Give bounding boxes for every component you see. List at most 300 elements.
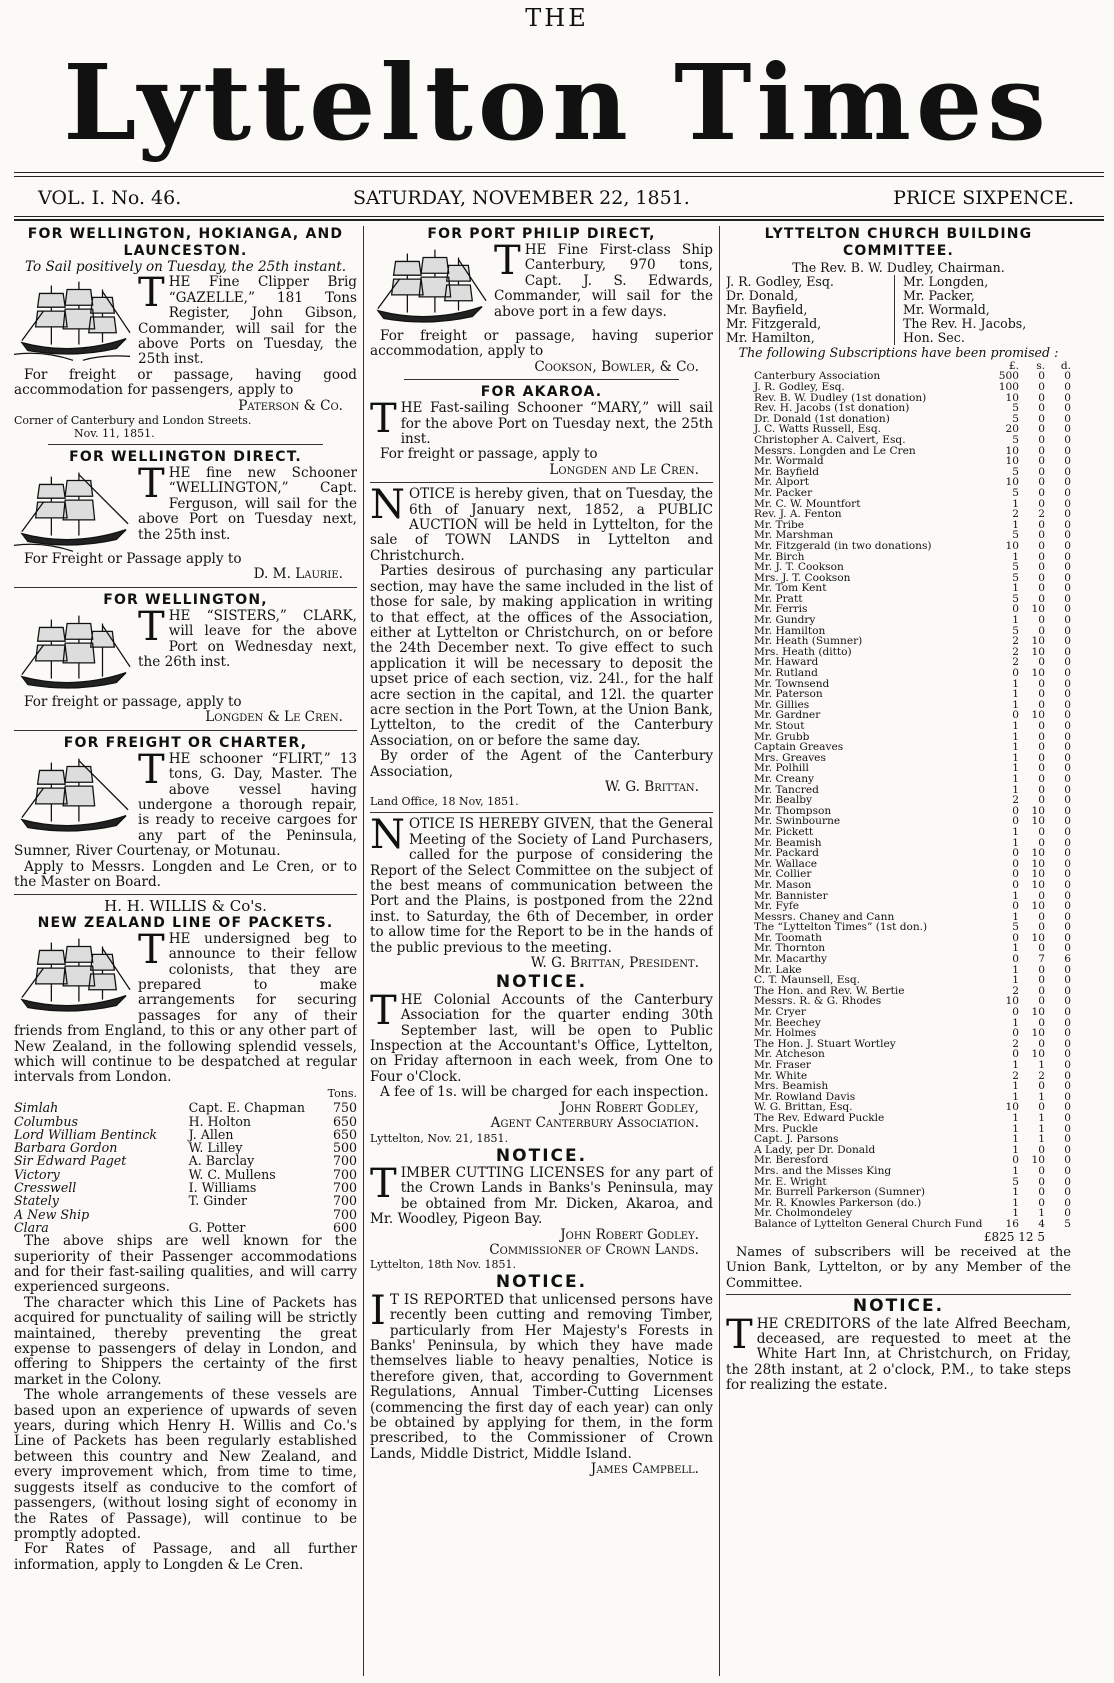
ship-tons: 700 — [332, 1153, 357, 1169]
committee-members — [726, 275, 1071, 345]
amount-shillings: 10 — [1031, 1027, 1045, 1040]
amount-pence: 0 — [1064, 720, 1071, 732]
subscriber-name: Mr. Wormald — [754, 455, 824, 468]
amount-pounds: 1 — [1012, 518, 1019, 531]
amount-pounds: 1 — [1012, 1059, 1019, 1071]
amount-pounds: 5 — [1012, 592, 1019, 605]
amount-pence: 0 — [1064, 974, 1071, 987]
subscriber-name: Mr. Bayfield — [754, 465, 820, 478]
ship-name: Stately — [14, 1193, 59, 1209]
drop-cap: T — [138, 461, 165, 508]
amount-shillings: 0 — [1038, 497, 1045, 510]
amount-pounds: 16 — [1005, 1217, 1019, 1230]
amount-pounds: 2 — [1012, 635, 1019, 648]
amount-pence: 0 — [1064, 1080, 1071, 1093]
ad-subheading: To Sail positively on Tuesday, the 25th instant. — [24, 259, 347, 275]
amount-pounds: 2 — [1012, 1069, 1019, 1082]
amount-pence: 0 — [1064, 412, 1071, 425]
ad-signature: John Robert Godley, — [560, 1099, 699, 1116]
masthead-title: Lyttelton Times — [63, 41, 1051, 164]
amount-shillings: 0 — [1038, 751, 1045, 764]
subscriber-name: Mr. Fitzgerald (in two donations) — [754, 539, 932, 552]
amount-shillings: 0 — [1038, 571, 1045, 584]
amount-pence: 0 — [1064, 1069, 1071, 1082]
ship-tons: 700 — [332, 1180, 357, 1195]
subscriber-name: Dr. Donald (1st donation) — [754, 412, 890, 425]
amount-pence: 0 — [1064, 391, 1071, 404]
subscriber-name: Rev. H. Jacobs (1st donation) — [754, 402, 910, 415]
amount-pounds: 5 — [1012, 486, 1019, 499]
drop-cap: T — [138, 926, 165, 973]
ship-name: Sir Edward Paget — [14, 1153, 127, 1169]
amount-pounds: 1 — [1012, 720, 1019, 732]
amount-shillings: 10 — [1031, 709, 1045, 722]
subscription-row — [726, 1113, 1071, 1124]
ship-tons: 650 — [332, 1126, 357, 1142]
ship-row — [14, 1115, 357, 1128]
amount-shillings: 0 — [1038, 1164, 1045, 1177]
amount-pounds: 10 — [1005, 391, 1019, 404]
ad-heading: FOR WELLINGTON, HOKIANGA, AND — [27, 226, 344, 242]
volume-number: VOL. I. No. 46. — [38, 187, 182, 209]
amount-pence: 0 — [1064, 539, 1071, 552]
subscriber-name: Mr. Beresford — [754, 1154, 829, 1167]
subscriber-name: Mr. Wallace — [754, 857, 818, 870]
amount-pence: 0 — [1064, 667, 1071, 680]
amount-pounds: 10 — [1005, 539, 1019, 552]
sailing-ship-icon — [14, 277, 132, 361]
subscriber-name: Christopher A. Calvert, Esq. — [754, 433, 906, 446]
ad-date: Lyttelton, 18th Nov. 1851. — [370, 1258, 516, 1272]
subscriber-name: Mr. Pickett — [754, 825, 814, 838]
subscriber-name: Mr. Gillies — [754, 698, 810, 711]
advert-willis-packets — [14, 899, 357, 1573]
advert-port-philip — [370, 226, 713, 375]
amount-pounds: 5 — [1012, 412, 1019, 425]
amount-pence: 0 — [1064, 1101, 1071, 1114]
ad-heading: FOR PORT PHILIP DIRECT, — [427, 226, 656, 242]
amount-shillings: 10 — [1031, 857, 1045, 870]
subscriber-name: J. C. Watts Russell, Esq. — [754, 423, 881, 436]
subscriber-name: Mr. White — [754, 1069, 808, 1082]
ad-text: For Rates of Passage, and all further information, apply to Longden & Le Cren. — [14, 1541, 357, 1573]
amount-pounds: 5 — [1012, 402, 1019, 415]
ad-body: HE schooner “FLIRT,” 13 tons, G. Day, Master. The above vessel having undergone a thorough repair, is ready to receive cargoes for any part of the Peninsula, Sumner, River Courtenay, or Motunau. — [14, 750, 357, 860]
notice-general-meeting — [370, 812, 713, 972]
subscription-row — [726, 435, 1071, 446]
amount-pounds: 5 — [1012, 624, 1019, 637]
amount-pounds: 1 — [1012, 762, 1019, 775]
subscriber-name: Mr. Packard — [754, 847, 819, 860]
amount-pounds: 1 — [1012, 1016, 1019, 1029]
amount-pence: 0 — [1064, 1164, 1071, 1177]
ad-body: IMBER CUTTING LICENSES for any part of the Crown Lands in Banks's Peninsula, may be obtained from Mr. Dicken, Akaroa, and Mr. Woodley, Pigeon Bay. — [370, 1164, 713, 1228]
amount-shillings: 0 — [1038, 550, 1045, 563]
amount-shillings: 10 — [1031, 1048, 1045, 1061]
amount-pounds: 1 — [1012, 1164, 1019, 1177]
ad-signature-title: Commissioner of Crown Lands. — [489, 1241, 699, 1258]
ad-separator — [370, 482, 713, 483]
amount-pounds: 0 — [1012, 603, 1019, 616]
column-rule — [719, 226, 720, 1676]
ship-row — [14, 1154, 357, 1167]
notice-heading: NOTICE. — [495, 1272, 588, 1293]
subscriber-name: Mr. Beechey — [754, 1016, 821, 1029]
amount-shillings: 0 — [1038, 762, 1045, 775]
subscriber-name: Mrs. Greaves — [754, 751, 826, 764]
subscription-row — [726, 827, 1071, 838]
amount-pounds: 5 — [1012, 433, 1019, 446]
currency-label: s. — [1036, 359, 1045, 372]
ship-row — [14, 1128, 357, 1141]
subscriber-name: Mr. Marshman — [754, 529, 834, 542]
subscriber-name: Mrs. Heath (ditto) — [754, 645, 852, 658]
drop-cap: T — [138, 270, 165, 317]
amount-shillings: 10 — [1031, 804, 1045, 817]
subscriber-name: Mr. Gardner — [754, 709, 821, 722]
committee-chairman: The Rev. B. W. Dudley, Chairman. — [792, 260, 1005, 275]
ship-row — [14, 1208, 357, 1221]
ship-captain: W. C. Mullens — [188, 1166, 276, 1182]
amount-shillings: 0 — [1038, 476, 1045, 489]
amount-shillings: 0 — [1038, 423, 1045, 436]
amount-pence: 0 — [1064, 698, 1071, 711]
amount-shillings: 0 — [1038, 1016, 1045, 1029]
amount-pounds: 1 — [1012, 497, 1019, 510]
subscriber-name: Mr. Fraser — [754, 1059, 811, 1071]
subscriber-name: C. T. Maunsell, Esq. — [754, 974, 861, 987]
ship-name: Clara — [14, 1219, 49, 1235]
amount-pence: 0 — [1064, 1111, 1071, 1124]
column-2 — [370, 226, 713, 1676]
subscriber-name: Mrs. J. T. Cookson — [754, 571, 851, 584]
ad-text: The character which this Line of Packets has acquired for punctuality of sailing will be strictly maintained, thereby preventing the great expense to passengers of delay in London, and offering to Shippers the certainty of the first market in the Colony. — [14, 1294, 357, 1388]
amount-shillings: 1 — [1038, 1207, 1045, 1220]
ship-row — [14, 1181, 357, 1194]
sailing-ship-icon — [14, 754, 132, 838]
amount-pounds: 2 — [1012, 984, 1019, 997]
committee-members-right — [894, 275, 1071, 345]
notice-heading: NOTICE. — [852, 1296, 945, 1317]
amount-pence: 0 — [1064, 1186, 1071, 1199]
subscriber-name: Mr. Fyfe — [754, 900, 800, 913]
amount-shillings: 1 — [1038, 1122, 1045, 1135]
masthead-the: THE — [525, 4, 589, 32]
ship-captain: I. Williams — [188, 1180, 257, 1195]
amount-shillings: 10 — [1031, 635, 1045, 648]
amount-pounds: 1 — [1012, 1186, 1019, 1199]
amount-pounds: 1 — [1012, 783, 1019, 796]
ad-body: HE Colonial Accounts of the Canterbury Association for the quarter ending 30th September last, will be open to Public Inspection at the Accountant's Office, Lyttelton, on Friday afternoon in each week, from One to Four o'Clock. — [370, 991, 713, 1085]
subscriber-name: Rev. J. A. Fenton — [754, 508, 842, 521]
subscriber-name: Mrs. Puckle — [754, 1122, 819, 1135]
amount-pounds: 100 — [998, 381, 1019, 393]
committee-member: Hon. Sec. — [903, 330, 965, 346]
ad-signature: Cookson, Bowler, & Co. — [534, 358, 699, 375]
subscriber-name: Mr. Burrell Parkerson (Sumner) — [754, 1186, 925, 1199]
amount-pence: 0 — [1064, 370, 1071, 383]
notice-heading: NOTICE. — [495, 972, 588, 993]
ad-text: For freight or passage, apply to — [380, 446, 598, 463]
subscription-row — [726, 774, 1071, 785]
amount-pence: 0 — [1064, 645, 1071, 658]
amount-pounds: 10 — [1005, 476, 1019, 489]
subscriber-name: Mr. Collier — [754, 868, 812, 881]
amount-pence: 0 — [1064, 571, 1071, 584]
subscription-total: £825 12 5 — [983, 1229, 1045, 1244]
amount-pence: 0 — [1064, 878, 1071, 891]
subscription-row — [726, 1060, 1071, 1071]
subscriber-name: Mr. Cholmondeley — [754, 1207, 853, 1220]
amount-shillings: 0 — [1038, 592, 1045, 605]
subscription-row — [726, 382, 1071, 393]
ship-captain: Capt. E. Chapman — [188, 1100, 306, 1116]
ship-row — [14, 1141, 357, 1154]
amount-shillings: 0 — [1038, 433, 1045, 446]
ad-body: HE CREDITORS of the late Alfred Beecham, deceased, are requested to meet at the White Hart Inn, at Christchurch, on Friday, the 28th instant, at 2 o'clock, P.M., to take steps for realizing the estate. — [726, 1315, 1071, 1394]
sailing-ship-icon — [14, 934, 132, 1018]
committee-member: Mr. Wormald, — [903, 302, 990, 318]
ad-text: By order of the Agent of the Canterbury Association, — [370, 748, 713, 780]
sailing-ship-icon — [370, 245, 488, 329]
subscriber-name: Mr. Swinbourne — [754, 815, 841, 828]
ad-separator — [14, 730, 357, 731]
price: PRICE SIXPENCE. — [893, 187, 1074, 209]
amount-pence: 0 — [1064, 603, 1071, 616]
ad-address: Corner of Canterbury and London Streets. — [14, 414, 252, 428]
amount-pounds: 0 — [1012, 1154, 1019, 1167]
subscription-row — [726, 488, 1071, 499]
subscriber-name: Messrs. R. & G. Rhodes — [754, 995, 882, 1008]
amount-pounds: 1 — [1012, 825, 1019, 838]
notice-creditors — [726, 1296, 1071, 1394]
amount-pence: 0 — [1064, 1133, 1071, 1146]
ship-name: Barbara Gordon — [14, 1140, 118, 1156]
amount-pence: 0 — [1064, 1037, 1071, 1050]
notice-colonial-accounts — [370, 972, 713, 1145]
ad-heading: NEW ZEALAND LINE OF PACKETS. — [37, 914, 334, 931]
subscriber-name: Capt. J. Parsons — [754, 1133, 839, 1146]
subscriber-name: Mr. E. Wright — [754, 1175, 827, 1188]
amount-shillings: 0 — [1038, 391, 1045, 404]
amount-pence: 0 — [1064, 815, 1071, 828]
committee-heading: LYTTELTON CHURCH BUILDING — [764, 226, 1033, 242]
amount-pounds: 5 — [1012, 529, 1019, 542]
column-1 — [14, 226, 357, 1676]
amount-pence: 0 — [1064, 635, 1071, 648]
amount-pence: 0 — [1064, 1154, 1071, 1167]
ad-heading: FOR WELLINGTON DIRECT. — [69, 449, 302, 466]
subscriber-name: Mr. Lake — [754, 963, 802, 976]
ad-body: HE “SISTERS,” CLARK, will leave for the above Port on Wednesday next, the 26th inst. — [138, 607, 357, 671]
amount-pounds: 2 — [1012, 508, 1019, 521]
ship-captain: A. Barclay — [188, 1153, 255, 1169]
subscriber-name: J. R. Godley, Esq. — [754, 381, 845, 393]
ship-name: Simlah — [14, 1100, 59, 1116]
ship-captain: W. Lilley — [188, 1140, 243, 1156]
committee-member: Mr. Hamilton, — [726, 330, 815, 346]
subscriber-name: Mr. J. T. Cookson — [754, 561, 844, 574]
ship-captain: H. Holton — [188, 1113, 252, 1129]
amount-pence: 0 — [1064, 825, 1071, 838]
amount-shillings: 0 — [1038, 783, 1045, 796]
amount-pence: 0 — [1064, 857, 1071, 870]
ship-tons: 500 — [332, 1140, 357, 1156]
ship-row — [14, 1194, 357, 1207]
amount-pounds: 1 — [1012, 1090, 1019, 1103]
ship-tons: 700 — [332, 1206, 357, 1222]
amount-pounds: 5 — [1012, 571, 1019, 584]
subscriber-name: Mr. Thornton — [754, 942, 826, 955]
amount-pounds: 1 — [1012, 751, 1019, 764]
sailing-ship-icon — [14, 468, 132, 552]
drop-cap: N — [370, 812, 405, 859]
subscription-row — [726, 880, 1071, 891]
amount-shillings: 0 — [1038, 741, 1045, 754]
committee-member: Mr. Fitzgerald, — [726, 316, 822, 332]
amount-pence: 0 — [1064, 1122, 1071, 1135]
amount-pounds: 5 — [1012, 921, 1019, 934]
amount-shillings: 0 — [1038, 730, 1045, 743]
ad-date: Lyttelton, Nov. 21, 1851. — [370, 1131, 508, 1145]
amount-pounds: 2 — [1012, 794, 1019, 807]
ad-text: The above ships are well known for the superiority of their Passenger accommodations and for their fast-sailing qualities, and will carry experienced surgeons. — [14, 1233, 357, 1296]
amount-pounds: 1 — [1012, 889, 1019, 902]
advert-sisters — [14, 592, 357, 726]
ship-row — [14, 1101, 357, 1114]
amount-pence: 0 — [1064, 1090, 1071, 1103]
ad-heading: FOR FREIGHT OR CHARTER, — [63, 734, 308, 751]
dateline-rule — [14, 216, 1104, 217]
subscriber-name: Mr. Thompson — [754, 804, 832, 817]
subscriber-name: Rev. B. W. Dudley (1st donation) — [754, 391, 927, 404]
amount-shillings: 0 — [1038, 444, 1045, 457]
amount-pence: 0 — [1064, 772, 1071, 785]
subscriber-name: Mr. Birch — [754, 550, 805, 563]
amount-pence: 0 — [1064, 1207, 1071, 1220]
committee-member: Mr. Bayfield, — [726, 302, 808, 318]
subscriber-name: Mr. Alport — [754, 476, 810, 489]
amount-pounds: 0 — [1012, 1006, 1019, 1019]
amount-shillings: 0 — [1038, 772, 1045, 785]
ad-signature: W. G. Brittan. — [605, 778, 699, 795]
ship-tons: 700 — [332, 1166, 357, 1182]
amount-pounds: 1 — [1012, 942, 1019, 955]
amount-pounds: 10 — [1005, 995, 1019, 1008]
ad-body: HE Fine Clipper Brig “GAZELLE,” 181 Tons Register, John Gibson, Commander, will sail for the above Ports on Tuesday, the 25th inst. — [138, 274, 357, 368]
currency-label: £. — [1008, 359, 1019, 372]
ad-signature: John Robert Godley. — [560, 1226, 699, 1243]
amount-shillings: 2 — [1038, 1069, 1045, 1082]
amount-pence: 6 — [1064, 953, 1071, 966]
amount-shillings: 0 — [1038, 720, 1045, 732]
amount-shillings: 0 — [1038, 518, 1045, 531]
amount-shillings: 0 — [1038, 486, 1045, 499]
amount-pounds: 1 — [1012, 963, 1019, 976]
issue-date: SATURDAY, NOVEMBER 22, 1851. — [353, 187, 690, 209]
amount-pence: 0 — [1064, 688, 1071, 701]
amount-pence: 0 — [1064, 465, 1071, 478]
subscriber-name: W. G. Brittan, Esq. — [754, 1101, 853, 1114]
amount-pence: 0 — [1064, 730, 1071, 743]
ship-name: Victory — [14, 1166, 60, 1182]
subscribers-note: Names of subscribers will be received at the Union Bank, Lyttelton, or by any Member of the Committee. — [726, 1244, 1071, 1291]
amount-pence: 0 — [1064, 931, 1071, 944]
amount-pence: 0 — [1064, 582, 1071, 595]
ship-name: Columbus — [14, 1113, 78, 1129]
subscriber-name: Mr. Atcheson — [754, 1048, 825, 1061]
subscriber-name: Mr. Polhill — [754, 762, 809, 775]
subscriber-name: Mr. Rutland — [754, 667, 818, 680]
amount-shillings: 10 — [1031, 815, 1045, 828]
amount-pence: 0 — [1064, 751, 1071, 764]
masthead-rule-2 — [14, 176, 1104, 177]
advert-gazelle — [14, 226, 357, 440]
ad-body: OTICE is hereby given, that on Tuesday, the 6th of January next, 1852, a PUBLIC AUCTION will be held in Lyttelton, for the sale of TOWN LANDS in Lyttelton and Christchurch. — [370, 486, 713, 564]
amount-pence: 0 — [1064, 486, 1071, 499]
amount-shillings: 10 — [1031, 878, 1045, 891]
amount-pence: 0 — [1064, 656, 1071, 669]
subscriber-name: A Lady, per Dr. Donald — [754, 1143, 876, 1156]
masthead-rule — [14, 172, 1104, 173]
drop-cap: T — [370, 1160, 397, 1207]
amount-pounds: 1 — [1012, 688, 1019, 701]
ship-tons: 650 — [332, 1113, 357, 1129]
amount-pence: 0 — [1064, 741, 1071, 754]
ad-date: Nov. 11, 1851. — [74, 427, 155, 441]
committee-member: Mr. Longden, — [903, 274, 989, 290]
amount-pounds: 0 — [1012, 709, 1019, 722]
subscriber-name: The Hon. and Rev. W. Bertie — [754, 984, 905, 997]
amount-pence: 0 — [1064, 910, 1071, 923]
subscriber-name: Mr. Haward — [754, 656, 819, 669]
amount-pence: 0 — [1064, 423, 1071, 436]
amount-pence: 0 — [1064, 624, 1071, 637]
ship-list — [14, 1101, 357, 1234]
amount-pence: 0 — [1064, 963, 1071, 976]
ship-name: Cresswell — [14, 1180, 77, 1195]
amount-pounds: 0 — [1012, 815, 1019, 828]
amount-shillings: 0 — [1038, 370, 1045, 383]
subscriptions-intro: The following Subscriptions have been promised : — [738, 345, 1059, 361]
subscription-row — [726, 1166, 1071, 1177]
subscription-row — [726, 1219, 1071, 1230]
ad-separator — [370, 812, 713, 813]
amount-pence: 0 — [1064, 1059, 1071, 1071]
subscription-list — [726, 361, 1071, 1230]
notice-unlicensed-timber — [370, 1272, 713, 1478]
amount-pounds: 10 — [1005, 455, 1019, 468]
subscriber-name: Mr. Heath (Sumner) — [754, 635, 863, 648]
amount-pounds: 0 — [1012, 667, 1019, 680]
committee-heading: COMMITTEE. — [842, 243, 955, 259]
amount-pence: 0 — [1064, 1196, 1071, 1209]
amount-pence: 0 — [1064, 1143, 1071, 1156]
amount-pounds: 1 — [1012, 1207, 1019, 1220]
amount-pounds: 500 — [998, 370, 1019, 383]
ad-text: For freight or passage, having superior accommodation, apply to — [370, 328, 713, 360]
amount-pounds: 2 — [1012, 1037, 1019, 1050]
amount-shillings: 0 — [1038, 974, 1045, 987]
amount-pounds: 1 — [1012, 730, 1019, 743]
amount-pence: 0 — [1064, 836, 1071, 849]
amount-pence: 5 — [1064, 1217, 1071, 1230]
amount-shillings: 10 — [1031, 1006, 1045, 1019]
amount-pounds: 0 — [1012, 931, 1019, 944]
subscriber-name: Mr. R. Knowles Parkerson (do.) — [754, 1196, 922, 1209]
ad-body: OTICE IS HEREBY GIVEN, that the General Meeting of the Society of Land Purchasers, called for the purpose of considering the Report of the Select Committee on the subject of the best means of communication between the Port and the Plains, is postponed from the 22nd inst. to Saturday, the 6th of December, in order to allow time for the Report to be in the hands of the public previous to the meeting. — [370, 816, 713, 956]
amount-pence: 0 — [1064, 1048, 1071, 1061]
